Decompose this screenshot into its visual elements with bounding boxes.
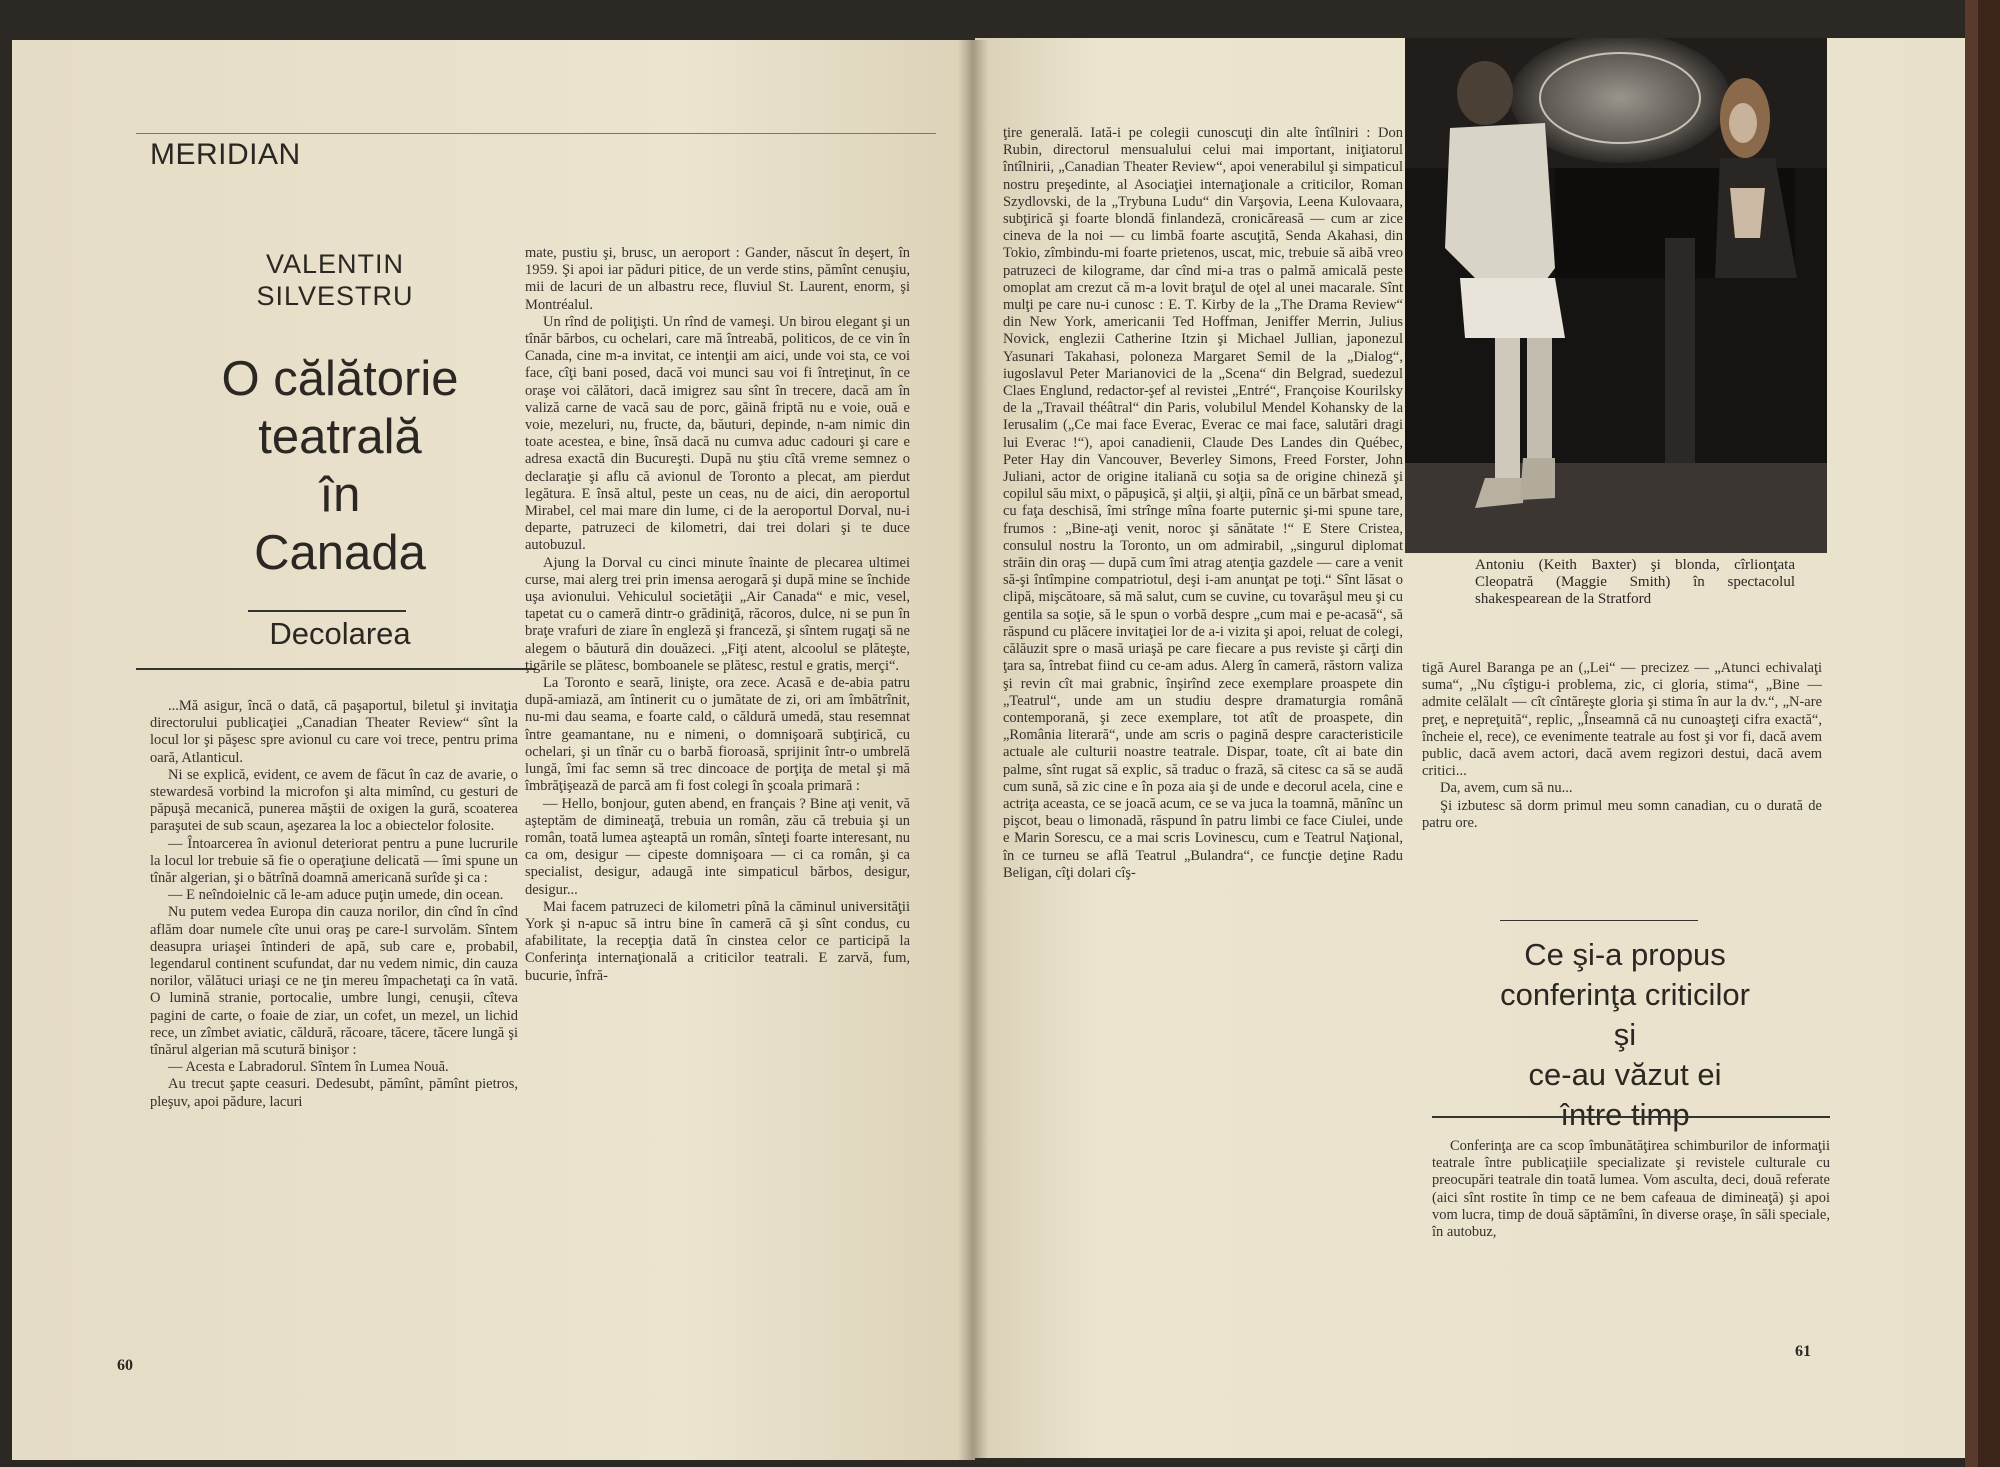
text-column-right-2 bbox=[1422, 660, 1822, 950]
box-title-rule bbox=[1500, 920, 1698, 921]
box-title bbox=[1440, 935, 1810, 1135]
paragraph: Ni se explică, evident, ce avem de făcut în caz de avarie, o stewardesă vorbind la microfon şi alta mimînd, cu gesturi de păpuşă mecanică, punerea măştii de oxigen la gură, scoaterea paraşutei de sub scaun, aşezarea la loc a obiectelor folosite. bbox=[150, 766, 518, 835]
title-line: în bbox=[319, 468, 361, 522]
photo-caption: Antoniu (Keith Baxter) şi blonda, cîrlionţata Cleopatră (Maggie Smith) în spectacolul shakespearean de la Stratford bbox=[1475, 557, 1795, 607]
paragraph: Da, avem, cum să nu... bbox=[1440, 780, 1573, 797]
theatre-photo bbox=[1405, 38, 1827, 553]
paragraph: Şi izbutesc să dorm primul meu somn canadian, cu o durată de patru ore. bbox=[1422, 797, 1822, 831]
box-title-line: ce-au văzut ei bbox=[1528, 1057, 1722, 1092]
article-title bbox=[150, 350, 530, 582]
header-rule bbox=[136, 133, 936, 134]
subheading: Decolarea bbox=[269, 616, 411, 651]
title-line: teatrală bbox=[258, 410, 422, 464]
paragraph: mate, pustiu şi, brusc, un aeroport : Gander, născut în deşert, în 1959. Şi apoi iar păduri pitice, de un verde stins, pămînt cenuşiu, mii de lacuri de un albastru rece, fluviul St. Laurent, enorm, şi Montréalul. bbox=[525, 245, 910, 313]
page-number-right: 61 bbox=[1795, 1343, 1811, 1360]
paragraph: Conferinţa are ca scop îmbunătăţirea schimburilor de informaţii teatrale între publicaţiile specializate şi revistele culturale cu preocupări teatrale din toată lumea. Vom asculta, deci, două referate (aici sînt rostite în timp ce ne bem cafeaua de dimineaţă) şi apoi vom lucra, timp de două săptămîni, în diverse oraşe, în săli speciale, în autobuz, bbox=[1432, 1138, 1830, 1241]
text-column-right-3 bbox=[1432, 1138, 1830, 1358]
text-column-left-1 bbox=[150, 698, 518, 1348]
author-last-name: SILVESTRU bbox=[256, 281, 414, 311]
paragraph: Au trecut şapte ceasuri. Dedesubt, pămînt, pămînt pietros, pleşuv, apoi pădure, lacuri bbox=[150, 1076, 518, 1110]
box-title-line: între timp bbox=[1560, 1097, 1690, 1132]
book-gutter bbox=[958, 40, 988, 1460]
text-column-left-2 bbox=[525, 245, 910, 1365]
box-title-line: Ce şi-a propus bbox=[1524, 937, 1726, 972]
section-label: MERIDIAN bbox=[150, 138, 301, 171]
paragraph: Mai facem patruzeci de kilometri pînă la căminul universităţii York şi n-apuc să intru bine în cameră că şi sînt condus, cu afabilitate, la recepţia dată în cinstea celor ce participă la Conferinţa internaţională a criticilor teatrali. E zarvă, fum, bucurie, înfră- bbox=[525, 898, 910, 984]
stage-scene-image bbox=[1405, 38, 1827, 553]
paragraph: — Hello, bonjour, guten abend, en français ? Bine aţi venit, vă aşteptăm de dimineaţă, trebuia un român, zău că trebuia şi un român, toată lumea aşteaptă un român, sînteţi foarte interesant, nu ca om, desigur — cipeste domnişoara — ci ca român, şi ca specialist, desigur, adaugă inte simpaticul bărbos, desigur, desigur... bbox=[525, 795, 910, 898]
paragraph: ţire generală. Iată-i pe colegii cunoscuţi din alte întîlniri : Don Rubin, directorul mensualului celui mai important, iniţiatorul întîlnirii, „Canadian Theater Review“, apoi venerabilul şi simpaticul nostru preşedinte, al Asociaţiei internaţionale a criticilor, Roman Szydlovski, de la „Trybuna Ludu“ din Varşovia, Leena Kulovaara, subţirică şi foarte blondă finlandeză, cronicăreasă — cum ar zice cineva de la noi — cu limbă foarte ascuţită, Senda Akahasi, din Tokio, zîmbindu-mi foarte prietenos, uscat, mic, trebuie să aibă vreo patruzeci de kilograme, dar cînd mi-a tras o palmă amicală peste omoplat am crezut că m-a lovit braţul de oţel al unei macarale. Sînt mulţi pe care nu-i cunosc : E. T. Kirby de la „The Drama Review“ din New York, americanii Ted Hoffman, Jeniffer Merrin, Julius Novick, englezii Catherine Itzin şi Michael Jullian, japonezul Yasunari Takahasi, poloneza Margaret Semil de la „Dialog“, iugoslavul Peter Marianovici de la „Scena“ din Belgrad, suedezul Claes Englund, redactor-şef al revistei „Entré“, Françoise Kourilsky de la „Travail théâtral“ din Paris, volubilul Mendel Kohansky de la Ierusalim („Ce mai face Everac, Everac ce mai face, salutări dragi lui Everac !“), apoi canadienii, Claude Des Landes din Québec, Peter Hay din Vancouver, Beverley Simons, Freed Forster, John Juliani, actor de origine italiană cu soţia sa de origine chineză şi copilul său mixt, o păpuşică, şi alţii, şi alţii, pînă ce un bărbat smead, cu faţa deschisă, îmi strînge mîna foarte puternic şi-mi spune tare, frumos : „Bine-aţi venit, noroc şi sănătate !“ E Stere Cristea, consulul nostru la Toronto, un om admirabil, „singurul diplomat străin din oraş — după cum îmi atrag atenţia gazdele — care a venit să-şi întîmpine compatriotul, deşi i-am anunţat pe toţi.“ Sînt lăsat o clipă, mişcătoare, să mă salut, cum se cuvine, cu tovarăşul meu şi cu gentila sa soţie, să le spun o vorbă despre „cum mai e pe-acasă“, să răspund cu plăcere invitaţiei lor de a-i vizita şi apoi, reluat de colegi, călăuzit spre o masă uriaşă pe care fiecare a pus reviste şi cărţi din ţara sa, întrebat fiind cu ce-am adus. Alerg în cameră, răstorn valiza şi revin cît mai grabnic, înşirînd zece exemplare proaspete din „Teatrul“, unde am un studiu despre dramaturgia română contemporană, şi zece exemplare, tot atît de proaspete, din „România literară“, unde am scris o pagină despre caracteristicile actuale ale culturii noastre teatrale. Dispar, toate, cît ai bate din palme, sînt rugat să explic, să traduc o frază, să citesc ca să se audă cum sună, să zic cine e în poza aia şi de unde e decorul acela, cine e actriţa aceasta, ce se joacă acum, ce se va juca la toamnă, mănînc un pişcot, beau o limonadă, răspund în patru limbi ce face Ciulei, unde e Marin Sorescu, ce a mai scris Lovinescu, cum e Teatrul Naţional, în ce turneu se află Teatrul „Bulandra“, ce funcţie deţine Radu Beligan, cîţi dolari cîş- bbox=[1003, 125, 1403, 881]
paragraph: Ajung la Dorval cu cinci minute înainte de plecarea ultimei curse, mai alerg trei prin imensa aerogară şi după mine se închide uşa avionului. Vehiculul societăţii „Air Canada“ e mic, vesel, tapetat cu o cameră dintr-o grădiniţă, răcoros, dulce, ni se pun în braţe vrafuri de ziare în engleză şi franceză, şi sîntem rugaţi să ne alegem o băutură din douăzeci. „Fiţi atent, alcoolul se plăteşte, ţigările se plătesc, bomboanele se plătesc, restul e gratis, merçi“. bbox=[525, 554, 910, 674]
box-bottom-rule bbox=[1432, 1116, 1830, 1118]
box-title-line: şi bbox=[1613, 1017, 1637, 1052]
book-binding-edge bbox=[1978, 0, 2000, 1467]
paragraph: — Întoarcerea în avionul deteriorat pentru a pune lucrurile la locul lor trebuie să fie o operaţiune delicată — îmi spune un tînăr algerian, şi o bătrînă doamnă americană surîde şi ca : bbox=[150, 835, 518, 887]
author-name bbox=[215, 248, 455, 312]
paragraph: — E neîndoielnic că le-am aduce puţin umede, din ocean. bbox=[168, 887, 504, 904]
title-divider bbox=[248, 610, 406, 612]
paragraph: Nu putem vedea Europa din cauza norilor, din cînd în cînd aflăm doar numele cîte unui oraş pe care-l survolăm. Sîntem deasupra uriaşei întinderi de apă, sub care e, probabil, legendarul continent scufundat, dar nu vedem nimic, din cauza norilor, vălătuci uriaşi ce ne ţin mereu împachetaţi ca în vată. O lumină stranie, portocalie, umbre lungi, cenuşii, cîteva pagini de carte, o foaie de ziar, un cofet, un mezel, un lichid rece, un zîmbet aviatic, căldură, răcoare, tăcere, tăcere lungă şi tînărul algerian mă scutură binişor : bbox=[150, 904, 518, 1059]
author-first-name: VALENTIN bbox=[265, 249, 405, 279]
paragraph: ...Mă asigur, încă o dată, că paşaportul, biletul şi invitaţia directorului publicaţiei „Canadian Theater Review“ sînt la locul lor şi păşesc spre avionul cu care voi trece, pentru prima oară, Atlanticul. bbox=[150, 698, 518, 766]
paragraph: — Acesta e Labradorul. Sîntem în Lumea Nouă. bbox=[168, 1059, 449, 1076]
box-title-line: conferinţa criticilor bbox=[1500, 977, 1750, 1012]
title-line: O călătorie bbox=[221, 352, 459, 406]
paragraph: La Toronto e seară, linişte, ora zece. Acasă e de-abia patru după-amiază, am întinerit cu o jumătate de zi, ori am îmbătrînit, nu-mi dau seama, e foarte cald, o căldură umedă, stau resemnat între geamantane, nu e nimeni, o domnişoară subţirică, cu ochelari, şi un tînăr cu o barbă fioroasă, sprijinit într-o umbrelă lungă, îmi fac semn să trec dincoace de porţiţa de metal şi mă îmbrăţişează de parcă am fi fost colegi în şcoala primară : bbox=[525, 675, 910, 795]
paragraph: tigă Aurel Baranga pe an („Lei“ — precizez — „Atunci echivalaţi suma“, „Nu cîştigu-i problema, zic, ci gloria, stima“, „Bine — admite celălalt — cît cîntăreşte gloria şi stima în aur la dv.“, „N-are preţ, e nepreţuită“, replic, „Înseamnă că nu cunoaşteţi cifra exactă“, încheie el, rece), ce evenimente teatrale au fost şi vor fi, dacă avem public, dacă avem actori, dacă avem regizori destui, dacă avem critici... bbox=[1422, 660, 1822, 780]
title-line: Canada bbox=[254, 526, 426, 580]
text-column-right-1 bbox=[1003, 125, 1403, 1395]
page-number-left: 60 bbox=[117, 1357, 133, 1374]
subheading-rule bbox=[136, 668, 536, 670]
paragraph: Un rînd de poliţişti. Un rînd de vameşi. Un birou elegant şi un tînăr bărbos, cu ochelari, care mă întreabă, politicos, de ce vin în Canada, cine m-a invitat, ce intenţii am aici, unde voi sta, ce voi face, cîţi bani posed, dacă voi munci sau voi fi întreţinut, în ce oraşe voi călători, dacă imigrez sau sînt în trecere, dacă am în valiză carne de vacă sau de porc, găină friptă nu e voie, ouă e voie, mezeluri, nu, fructe, da, băuturi, depinde, n-am nimic din toate acestea, e bine, însă dacă nu cumva aduc cadouri şi care e adresa exactă din Bucureşti. După nu ştiu cîtă vreme semnez o declaraţie şi aflu că avionul de Toronto a plecat, am pierdut legătura. E însă altul, peste un ceas, nu de aici, din aeroportul Mirabel, cel mai mare din lume, ci de la aeroportul Dorval, nu-i departe, patruzeci de kilometri, dai trei dolari şi te duce autobuzul. bbox=[525, 313, 910, 554]
